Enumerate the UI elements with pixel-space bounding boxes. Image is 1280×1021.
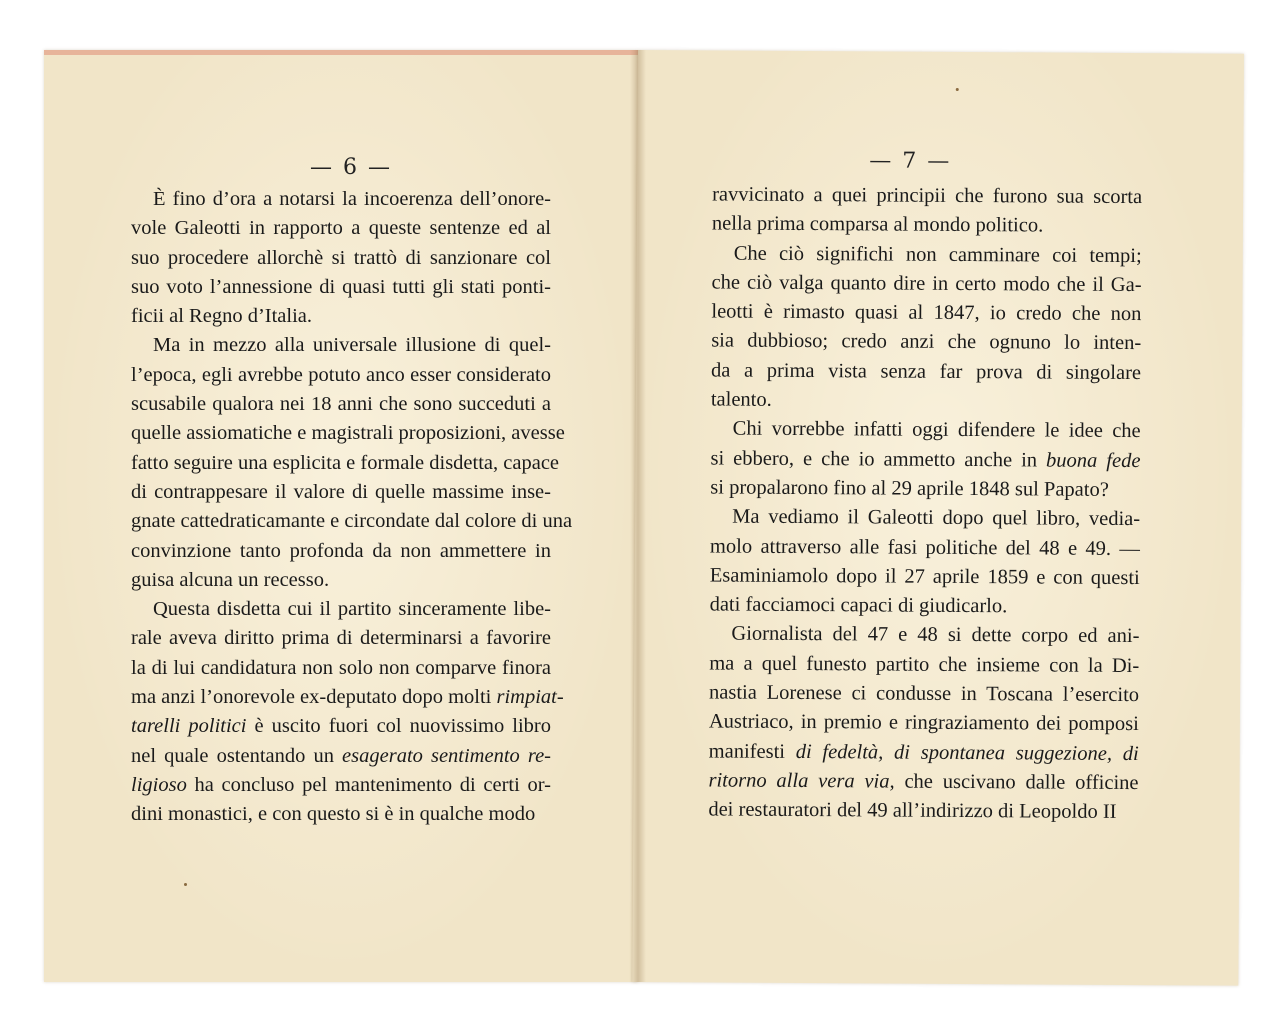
text-line: ritorno alla vera via, che uscivano dalle officine <box>708 769 1139 795</box>
text-line: gnate cattedraticamante e circondate dal colore di una <box>131 510 573 533</box>
text-line: l’epoca, egli avrebbe potuto anco esser considerato <box>131 363 551 386</box>
text-line: manifesti di fedeltà, di spontanea suggezione, di <box>708 740 1139 765</box>
paragraph <box>711 239 1142 417</box>
left-page <box>44 50 638 982</box>
paragraph <box>712 180 1142 241</box>
paragraph <box>131 185 551 331</box>
text-line: ma a quel funesto partito che insieme con la Di- <box>709 652 1140 677</box>
text-line: nastia Lorenese ci condusse in Toscana l’esercito <box>709 681 1140 707</box>
text-line: Chi vorrebbe infatti oggi difendere le idee che <box>732 417 1141 443</box>
left-page-text <box>131 185 573 830</box>
text-line: si propalarono fino al 29 aprile 1848 sul Papato? <box>710 476 1109 501</box>
page-number-right: — 7 — <box>869 148 952 174</box>
text-line: talento. <box>710 388 772 411</box>
text-line: rale aveva diritto prima di determinarsi a favorire <box>131 627 551 650</box>
page-number-left: — 6 — <box>310 155 392 180</box>
text-line: molo attraverso alle fasi politiche del 48 e 49. — <box>709 535 1141 560</box>
text-line: Austriaco, in premio e ringraziamento dei pomposi <box>708 710 1139 736</box>
text-line: da a prima vista senza far prova di singolare <box>710 359 1142 384</box>
text-line: quelle assiomatiche e magistrali proposizioni, avesse <box>131 422 565 445</box>
text-line: leotti è rimasto quasi al 1847, io credo che non <box>711 300 1142 326</box>
text-line: convinzione tanto profonda da non ammettere in <box>131 539 551 562</box>
text-line: Questa disdetta cui il partito sinceramente libe- <box>153 598 551 621</box>
text-line: dei restauratori del 49 all’indirizzo di Leopoldo II <box>708 798 1117 824</box>
text-line: guisa alcuna un recesso. <box>131 568 330 591</box>
paragraph <box>131 331 573 595</box>
paragraph <box>710 415 1141 506</box>
text-line: scusabile qualora nei 18 anni che sono succeduti a <box>131 393 551 416</box>
text-line: Che ciò significhi non camminare coi tempi; <box>733 242 1142 267</box>
text-line: Ma vediamo il Galeotti dopo quel libro, vedia- <box>732 505 1141 531</box>
text-line: dini monastici, e con questo si è in qualche modo <box>131 803 536 826</box>
paragraph <box>708 620 1139 828</box>
right-page <box>632 50 1244 986</box>
paragraph <box>710 503 1141 623</box>
text-line: vole Galeotti in rapporto a queste sentenze ed al <box>131 217 551 240</box>
text-line: suo voto l’annessione di quasi tutti gli stati ponti- <box>131 275 551 298</box>
text-line: ma anzi l’onorevole ex-deputato dopo molti rimpiat- <box>131 686 564 709</box>
paper-speck <box>184 883 187 886</box>
text-line: È fino d’ora a notarsi la incoerenza dell’onore- <box>153 188 551 210</box>
paragraph <box>131 595 564 829</box>
text-line: fatto seguire una esplicita e formale disdetta, capace <box>131 451 560 474</box>
open-book <box>44 50 1254 982</box>
paper-speck <box>956 88 959 91</box>
text-line: che ciò valga quanto dire in certo modo che il Ga- <box>711 271 1142 296</box>
text-line: suo procedere allorchè si trattò di sanzionare col <box>131 246 551 269</box>
book-gutter <box>630 50 646 982</box>
text-line: si ebbero, e che io ammetto anche in buona fede <box>710 447 1141 472</box>
text-line: tarelli politici è uscito fuori col nuovissimo libro <box>131 715 551 738</box>
text-line: ravvicinato a quei principii che furono sua scorta <box>712 183 1143 209</box>
text-line: Esaminiamolo dopo il 27 aprile 1859 e con questi <box>709 564 1140 589</box>
text-line: nella prima comparsa al mondo politico. <box>711 212 1044 237</box>
text-line: la di lui candidatura non solo non comparve finora <box>131 656 551 679</box>
text-line: di contrappesare il valore di quelle massime inse- <box>131 480 551 503</box>
text-line: Ma in mezzo alla universale illusione di quel- <box>153 334 551 357</box>
text-line: sia dubbioso; credo anzi che ognuno lo inten- <box>711 329 1142 355</box>
text-line: Giornalista del 47 e 48 si dette corpo ed ani- <box>731 623 1140 648</box>
text-line: dati facciamoci capaci di giudicarlo. <box>709 593 1008 618</box>
text-line: ficii al Regno d’Italia. <box>131 305 313 328</box>
text-line: ligioso ha concluso pel mantenimento di certi or- <box>131 773 551 796</box>
text-line: nel quale ostentando un esagerato sentimento re- <box>131 744 551 767</box>
right-page-text <box>708 180 1142 827</box>
